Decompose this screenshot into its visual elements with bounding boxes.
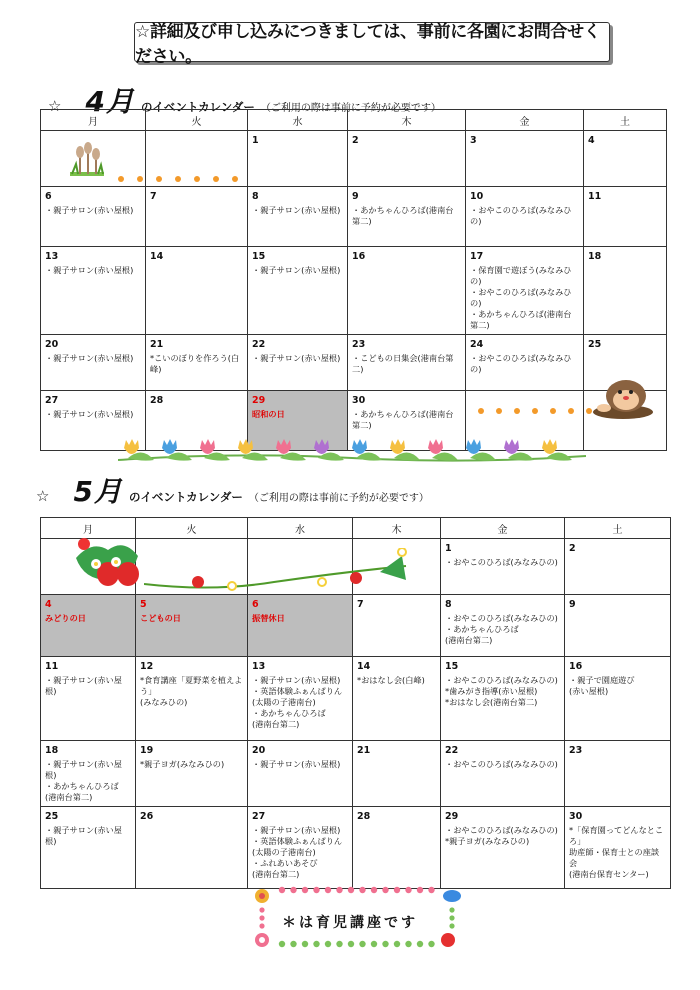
event-text: ・親子サロン(赤い屋根) ・英語体験ふぁんぱりん (太陽の子港南台) ・あかちゃんひろば (港南台第二) — [252, 675, 343, 729]
day-cell — [348, 131, 466, 187]
holiday-name: 昭和の日 — [252, 409, 285, 419]
day-number: 15 — [252, 251, 266, 262]
day-number: 22 — [445, 745, 459, 756]
day-number: 11 — [588, 191, 602, 202]
day-cell — [353, 657, 441, 741]
day-cell — [353, 741, 441, 807]
day-cell — [565, 657, 671, 741]
event-text: ・おやこのひろば(みなみひの) *親子ヨガ(みなみひの) — [445, 825, 558, 846]
day-number: 28 — [357, 811, 371, 822]
april-month: 4月 — [85, 85, 135, 118]
may-month: 5月 — [73, 475, 123, 508]
day-number: 21 — [150, 339, 164, 350]
day-number: 29 — [445, 811, 459, 822]
may-title — [36, 470, 429, 510]
day-cell — [466, 247, 584, 335]
day-number: 14 — [150, 251, 164, 262]
strawberry-vine-icon — [144, 548, 414, 598]
day-number: 27 — [252, 811, 266, 822]
day-cell — [565, 595, 671, 657]
star-icon: ☆ — [48, 97, 62, 115]
day-number: 6 — [45, 191, 52, 202]
day-number: 14 — [357, 661, 371, 672]
day-number: 4 — [588, 135, 595, 146]
day-cell — [584, 131, 667, 187]
day-cell — [441, 807, 565, 889]
day-cell — [136, 807, 248, 889]
day-cell — [466, 131, 584, 187]
day-number: 27 — [45, 395, 59, 406]
event-text: *おはなし会(白峰) — [357, 675, 425, 685]
weekday-header: 月 — [41, 110, 146, 131]
tulip-icon — [542, 439, 557, 454]
event-text: ・おやこのひろば(みなみひの) — [470, 353, 572, 374]
tulip-garland-icon — [118, 438, 586, 468]
event-text: *食育講座「夏野菜を植えよう」 (みなみひの) — [140, 675, 243, 707]
day-cell — [248, 807, 353, 889]
day-cell — [146, 335, 248, 391]
event-text: *「保育園ってどんなところ」 助産師・保育士との座談会 (港南台保育センター) — [569, 825, 664, 879]
day-number: 11 — [45, 661, 59, 672]
holiday-name: こどもの日 — [140, 613, 181, 623]
tulip-icon — [428, 439, 443, 454]
day-number: 7 — [150, 191, 157, 202]
day-cell — [41, 657, 136, 741]
day-number: 16 — [352, 251, 366, 262]
day-cell — [41, 595, 136, 657]
day-number: 8 — [445, 599, 452, 610]
day-number: 9 — [569, 599, 576, 610]
event-text: ・あかちゃんひろば(港南台第二) — [352, 205, 454, 226]
tulip-garland — [118, 438, 586, 468]
day-cell — [248, 657, 353, 741]
tulip-icon — [352, 439, 367, 454]
day-number: 26 — [140, 811, 154, 822]
tulip-icon — [238, 439, 253, 454]
event-text: ・親子サロン(赤い屋根) — [45, 409, 134, 419]
day-cell — [441, 539, 565, 595]
event-text: *こいのぼりを作ろう(白峰) — [150, 353, 240, 374]
day-cell — [441, 595, 565, 657]
day-number: 22 — [252, 339, 266, 350]
weekday-header: 金 — [466, 110, 584, 131]
day-number: 23 — [569, 745, 583, 756]
day-cell — [565, 539, 671, 595]
event-text: ・保育園で遊ぼう(みなみひの) ・おやこのひろば(みなみひの) ・あかちゃんひろば(港南台第二) — [470, 265, 572, 330]
event-text: ・親子サロン(赤い屋根) — [252, 205, 341, 215]
week-row — [41, 335, 667, 391]
mole-icon — [590, 374, 656, 424]
day-cell — [146, 187, 248, 247]
dots-decoration — [118, 176, 238, 182]
tulip-icon — [200, 439, 215, 454]
day-number: 3 — [470, 135, 477, 146]
day-cell — [584, 187, 667, 247]
week-row — [41, 807, 671, 889]
day-cell — [353, 595, 441, 657]
day-cell — [441, 741, 565, 807]
event-text: ・親子サロン(赤い屋根) — [45, 353, 134, 363]
star-icon: ☆ — [36, 487, 50, 505]
footer-label: ＊は育児講座です — [282, 915, 418, 931]
day-number: 5 — [140, 599, 147, 610]
day-cell — [248, 335, 348, 391]
day-cell — [466, 335, 584, 391]
day-number: 13 — [252, 661, 266, 672]
day-number: 8 — [252, 191, 259, 202]
week-row — [41, 595, 671, 657]
day-cell — [565, 741, 671, 807]
day-cell — [248, 131, 348, 187]
day-number: 30 — [352, 395, 366, 406]
event-text: ・こどもの日集会(港南台第二) — [352, 353, 454, 374]
weekday-header: 土 — [565, 518, 671, 539]
day-cell — [348, 335, 466, 391]
may-subtitle: のイベントカレンダー — [128, 490, 243, 504]
day-number: 25 — [45, 811, 59, 822]
day-cell — [136, 595, 248, 657]
day-number: 30 — [569, 811, 583, 822]
weekday-header: 火 — [146, 110, 248, 131]
weekday-header: 木 — [353, 518, 441, 539]
day-cell — [41, 247, 146, 335]
april-subtitle: のイベントカレンダー — [140, 100, 255, 114]
day-number: 15 — [445, 661, 459, 672]
day-number: 28 — [150, 395, 164, 406]
day-number: 21 — [357, 745, 371, 756]
event-text: ・親子サロン(赤い屋根) — [45, 205, 134, 215]
day-number: 24 — [470, 339, 484, 350]
event-text: ・親子サロン(赤い屋根) — [45, 825, 122, 846]
day-number: 13 — [45, 251, 59, 262]
day-cell — [441, 657, 565, 741]
day-number: 1 — [445, 543, 452, 554]
april-calendar — [40, 109, 667, 451]
event-text: ・親子サロン(赤い屋根) — [252, 265, 341, 275]
day-number: 10 — [470, 191, 484, 202]
day-number: 20 — [252, 745, 266, 756]
day-number: 9 — [352, 191, 359, 202]
week-row — [41, 741, 671, 807]
holiday-name: 振替休日 — [252, 613, 285, 623]
day-cell — [248, 595, 353, 657]
day-cell — [584, 247, 667, 335]
weekday-header: 木 — [348, 110, 466, 131]
day-cell — [41, 741, 136, 807]
weekday-header: 土 — [584, 110, 667, 131]
event-text: ・親子サロン(赤い屋根) — [252, 353, 341, 363]
april-note: （ご利用の際は事前に予約が必要です） — [260, 103, 441, 114]
event-text: ・おやこのひろば(みなみひの) ・あかちゃんひろば (港南台第二) — [445, 613, 558, 645]
dots-decoration — [478, 408, 592, 414]
day-cell — [348, 247, 466, 335]
tulip-icon — [504, 439, 519, 454]
day-number: 18 — [588, 251, 602, 262]
event-text: ・親子サロン(赤い屋根) — [45, 265, 134, 275]
day-cell — [565, 807, 671, 889]
event-text: ・親子サロン(赤い屋根) — [45, 675, 122, 696]
day-number: 6 — [252, 599, 259, 610]
event-text: ・おやこのひろば(みなみひの) — [445, 759, 558, 769]
week-row — [41, 187, 667, 247]
weekday-header: 金 — [441, 518, 565, 539]
day-number: 4 — [45, 599, 52, 610]
day-cell — [136, 657, 248, 741]
day-cell — [348, 187, 466, 247]
day-number: 17 — [470, 251, 484, 262]
day-cell — [146, 247, 248, 335]
mushroom-plant-icon — [68, 140, 108, 184]
day-cell — [248, 187, 348, 247]
day-number: 23 — [352, 339, 366, 350]
day-cell — [248, 247, 348, 335]
day-number: 2 — [569, 543, 576, 554]
day-number: 19 — [140, 745, 154, 756]
day-number: 2 — [352, 135, 359, 146]
tulip-icon — [466, 439, 481, 454]
tulip-icon — [162, 439, 177, 454]
event-text: ・おやこのひろば(みなみひの) — [470, 205, 572, 226]
day-number: 18 — [45, 745, 59, 756]
day-number: 20 — [45, 339, 59, 350]
event-text: ・親子サロン(赤い屋根) ・英語体験ふぁんぱりん (太陽の子港南台) ・ふれあいあそび (港南台第二) — [252, 825, 343, 879]
event-text: *親子ヨガ(みなみひの) — [140, 759, 225, 769]
day-cell — [353, 807, 441, 889]
strawberry-icon — [72, 536, 144, 592]
tulip-icon — [124, 439, 139, 454]
event-text: ・親子で園庭遊び (赤い屋根) — [569, 675, 635, 696]
tulip-icon — [390, 439, 405, 454]
event-text: ・おやこのひろば(みなみひの) — [445, 557, 558, 567]
day-number: 25 — [588, 339, 602, 350]
day-number: 16 — [569, 661, 583, 672]
day-cell — [136, 741, 248, 807]
day-cell — [466, 187, 584, 247]
weekday-header: 水 — [248, 110, 348, 131]
day-cell — [41, 335, 146, 391]
tulip-icon — [314, 439, 329, 454]
event-text: ・あかちゃんひろば(港南台第二) — [352, 409, 454, 430]
week-row — [41, 657, 671, 741]
weekday-header: 月 — [41, 518, 136, 539]
event-text: ・おやこのひろば(みなみひの) *歯みがき指導(赤い屋根) *おはなし会(港南台第二) — [445, 675, 558, 707]
day-number: 1 — [252, 135, 259, 146]
week-row — [41, 247, 667, 335]
day-number: 7 — [357, 599, 364, 610]
weekday-header: 火 — [136, 518, 248, 539]
notice-banner: ☆詳細及び申し込みにつきましては、事前に各園にお問合せください。 — [134, 22, 610, 62]
event-text: ・親子サロン(赤い屋根) ・あかちゃんひろば (港南台第二) — [45, 759, 122, 802]
weekday-header: 水 — [248, 518, 353, 539]
day-cell — [248, 741, 353, 807]
day-number: 29 — [252, 395, 266, 406]
tulip-icon — [276, 439, 291, 454]
holiday-name: みどりの日 — [45, 613, 86, 623]
event-text: ・親子サロン(赤い屋根) — [252, 759, 341, 769]
day-number: 12 — [140, 661, 154, 672]
may-note: （ご利用の際は事前に予約が必要です） — [248, 493, 429, 504]
day-cell — [41, 187, 146, 247]
day-cell — [41, 807, 136, 889]
